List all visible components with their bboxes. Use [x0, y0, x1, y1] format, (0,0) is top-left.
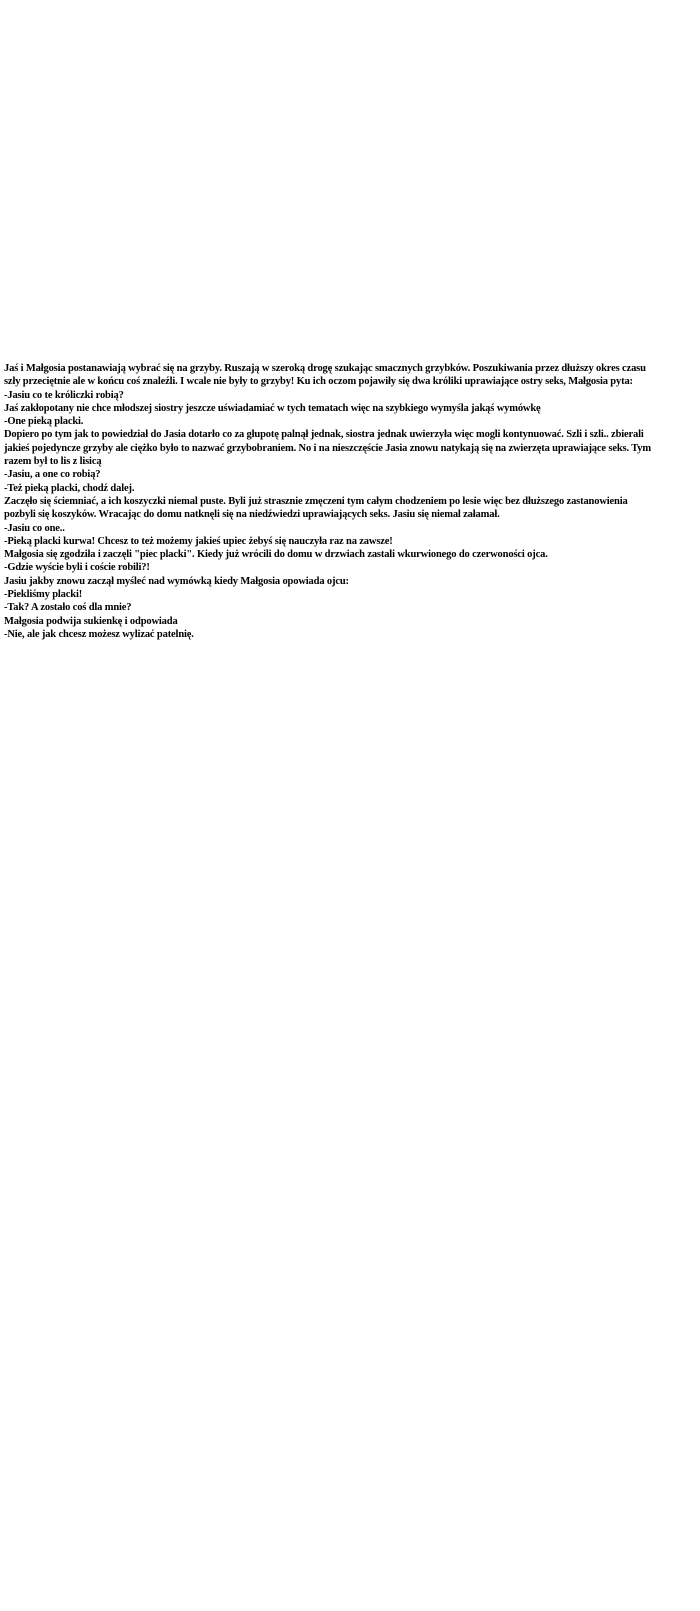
story-line: -Tak? A zostało coś dla mnie?	[4, 602, 132, 614]
story-line: Małgosia się zgodziła i zaczęli "piec placki". Kiedy już wrócili do domu w drzwiach zastali wkurwionego do czerwoności ojca.	[4, 549, 548, 561]
story-line: -Pieką placki kurwa! Chcesz to też możemy jakieś upiec żebyś się nauczyła raz na zawsze!	[4, 535, 393, 547]
story-line: Zaczęło się ściemniać, a ich koszyczki niemal puste. Byli już strasznie zmęczeni tym całym chodzeniem po lesie więc bez dłuższego zastanowienia	[4, 495, 628, 507]
story-line: -Jasiu, a one co robią?	[4, 469, 101, 481]
story-line: Dopiero po tym jak to powiedział do Jasia dotarło co za głupotę palnął jednak, siostra jednak uwierzyła więc mogli kontynuować. Szli i szli.. zbierali	[4, 429, 644, 441]
story-line: Jaś zakłopotany nie chce młodszej siostry jeszcze uświadamiać w tych tematach więc na szybkiego wymyśla jakąś wymówkę	[4, 402, 541, 414]
story-line: Jaś i Małgosia postanawiają wybrać się na grzyby. Ruszają w szeroką drogę szukając smacznych grzybków. Poszukiwania przez dłuższy okres czasu	[4, 363, 646, 374]
story-line: Jasiu jakby znowu zaczął myśleć nad wymówką kiedy Małgosia opowiada ojcu:	[4, 575, 349, 587]
story-line: -Też pieką placki, chodź dalej.	[4, 482, 135, 494]
story-line: -Piekliśmy placki!	[4, 589, 83, 601]
story-line: jakieś pojedyncze grzyby ale ciężko było to nazwać grzybobraniem. No i na nieszczęście Jasia znowu natykają się na zwierzęta uprawiające seks. Tym	[4, 442, 651, 454]
story-line: -Gdzie wyście byli i coście robili?!	[4, 562, 150, 574]
story-line: razem był to lis z lisicą	[4, 456, 102, 468]
story-line: szły przeciętnie ale w końcu coś znaleźli. I wcale nie były to grzyby! Ku ich oczom pojawiły się dwa króliki uprawiające ostry seks, Małgosia pyta:	[4, 376, 633, 388]
story-line: -Nie, ale jak chcesz możesz wylizać patelnię.	[4, 628, 194, 640]
story-line: -Jasiu co te króliczki robią?	[4, 389, 124, 401]
story-line: -One pieką placki.	[4, 416, 84, 428]
story-line: pozbyli się koszyków. Wracając do domu natknęli się na niedźwiedzi uprawiających seks. Jasiu się niemal załamał.	[4, 509, 500, 521]
story-line: -Jasiu co one..	[4, 522, 65, 534]
story-text	[4, 362, 696, 641]
story-line: Małgosia podwija sukienkę i odpowiada	[4, 615, 178, 627]
